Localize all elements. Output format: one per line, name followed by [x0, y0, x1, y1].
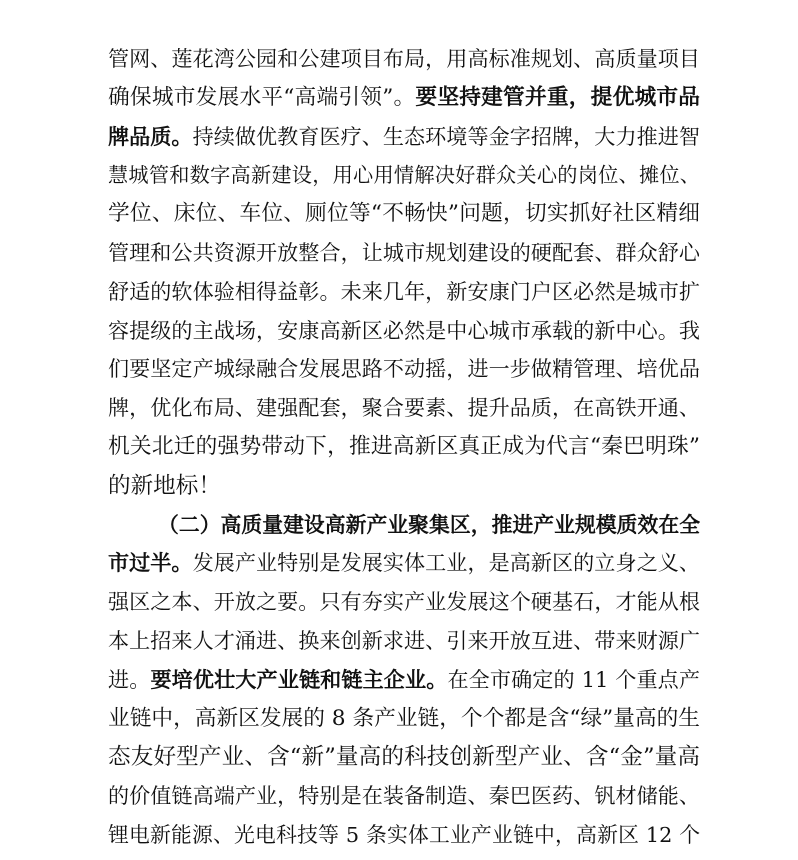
bold-text-segment: 市过半。 — [108, 550, 193, 576]
text-segment: 强区之本、开放之要。只有夯实产业发展这个硬基石，才能从根 — [108, 589, 700, 615]
text-line — [108, 661, 700, 700]
text-segment: 持续做优教育医疗、生态环境等金字招牌，大力推进智 — [192, 123, 700, 149]
text-line — [108, 544, 700, 583]
text-line — [108, 583, 700, 622]
text-line — [108, 428, 700, 467]
text-segment: 机关北迁的强势带动下，推进高新区真正成为代言“秦巴明珠” — [108, 433, 700, 459]
text-line — [108, 777, 700, 816]
text-line — [108, 389, 700, 428]
text-segment: 在全市确定的 11 个重点产 — [447, 666, 700, 692]
text-segment: 们要坚定产城绿融合发展思路不动摇，进一步做精管理、培优品 — [108, 356, 700, 382]
bold-text-segment: （二）高质量建设高新产业聚集区，推进产业规模质效在全 — [158, 511, 700, 537]
text-segment: 管网、莲花湾公园和公建项目布局，用高标准规划、高质量项目 — [108, 46, 700, 71]
text-line — [108, 273, 700, 312]
text-segment: 的新地标！ — [108, 472, 221, 499]
bold-text-segment: 牌品质。 — [108, 123, 193, 149]
text-line — [108, 467, 700, 506]
text-segment: 业链中，高新区发展的 8 条产业链，个个都是含“绿”量高的生 — [108, 705, 700, 731]
text-segment: 管理和公共资源开放整合，让城市规划建设的硬配套、群众舒心 — [108, 239, 700, 265]
text-line — [108, 700, 700, 739]
text-segment: 态友好型产业、含“新”量高的科技创新型产业、含“金”量高 — [108, 744, 700, 771]
text-segment: 牌，优化布局、建强配套，聚合要素、提升品质，在高铁开通、 — [108, 395, 700, 421]
text-line — [108, 312, 700, 351]
text-segment: 锂电新能源、光电科技等 5 条实体工业产业链中，高新区 12 个 — [108, 822, 700, 847]
text-segment: 学位、床位、车位、厕位等“不畅快”问题，切实抓好社区精细 — [108, 201, 700, 227]
text-line — [108, 738, 700, 777]
text-line — [108, 118, 700, 157]
text-segment: 舒适的软体验相得益彰。未来几年，新安康门户区必然是城市扩 — [108, 278, 700, 304]
text-segment: 的价值链高端产业，特别是在装备制造、秦巴医药、钒材储能、 — [108, 783, 700, 809]
bold-text-segment: 要培优壮大产业链和链主企业。 — [150, 666, 448, 692]
bold-text-segment: 要坚持建管并重，提优城市品 — [415, 84, 700, 110]
text-line — [108, 506, 700, 545]
text-line — [108, 622, 700, 661]
text-line — [108, 40, 700, 79]
text-line — [108, 816, 700, 855]
text-line — [108, 156, 700, 195]
text-segment: 进。 — [108, 666, 151, 692]
text-segment: 本上招来人才涌进、换来创新求进、引来开放互进、带来财源广 — [108, 627, 700, 653]
text-line — [108, 350, 700, 389]
text-segment: 确保城市发展水平“高端引领”。 — [108, 84, 416, 110]
text-segment: 发展产业特别是发展实体工业，是高新区的立身之义、 — [192, 550, 700, 576]
text-line — [108, 79, 700, 118]
text-segment: 容提级的主战场，安康高新区必然是中心城市承载的新中心。我 — [108, 317, 700, 343]
document-body — [108, 40, 700, 855]
text-line — [108, 234, 700, 273]
text-line — [108, 195, 700, 234]
text-segment: 慧城管和数字高新建设，用心用情解决好群众关心的岗位、摊位、 — [108, 163, 700, 188]
